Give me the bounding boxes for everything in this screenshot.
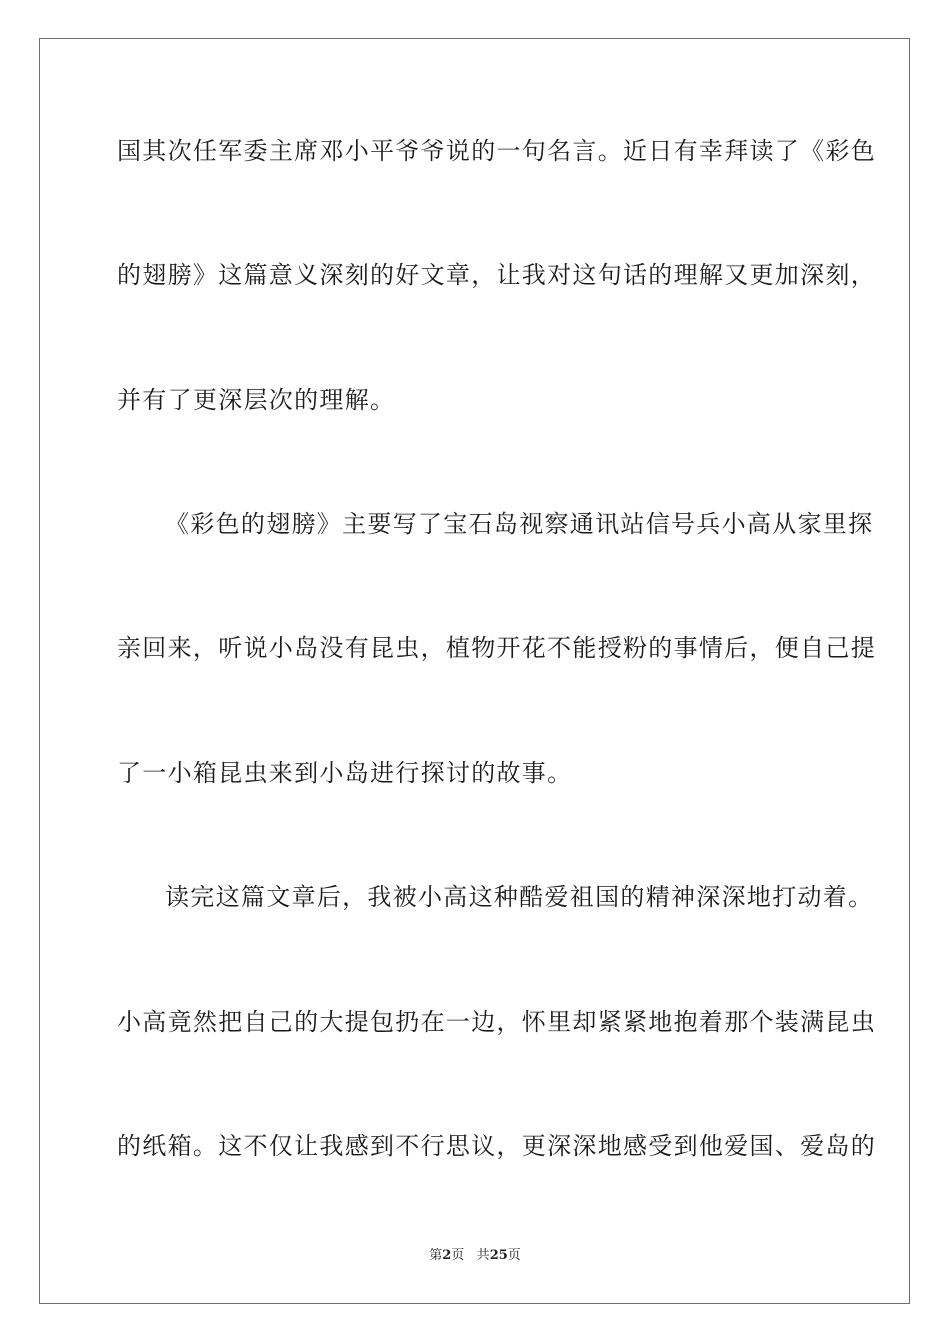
text-line: 亲回来，听说小岛没有昆虫，植物开花不能授粉的事情后，便自己提 [117,634,876,662]
page-number: 2 [442,1248,452,1263]
text-line: 了一小箱昆虫来到小岛进行探讨的故事。 [117,759,573,787]
paragraph-start-line: 《彩色的翅膀》主要写了宝石岛视察通讯站信号兵小高从家里探 [165,510,874,538]
total-pages: 25 [489,1248,508,1263]
total-suffix: 页 [507,1248,521,1263]
text-line: 并有了更深层次的理解。 [117,386,396,414]
page-prefix: 第 [429,1248,443,1263]
text-line: 的纸箱。这不仅让我感到不行思议，更深深地感受到他爱国、爱岛的 [117,1132,876,1160]
text-line: 小高竟然把自己的大提包扔在一边，怀里却紧紧地抱着那个装满昆虫 [117,1008,876,1036]
page-suffix: 页 [451,1248,465,1263]
page-border [39,38,910,1304]
page-footer [0,1247,950,1265]
paragraph-start-line: 读完这篇文章后，我被小高这种酷爱祖国的精神深深地打动着。 [165,883,874,911]
text-line: 国其次任军委主席邓小平爷爷说的一句名言。近日有幸拜读了《彩色 [117,137,876,165]
text-line: 的翅膀》这篇意义深刻的好文章，让我对这句话的理解又更加深刻， [117,261,876,289]
total-prefix: 共 [476,1248,490,1263]
